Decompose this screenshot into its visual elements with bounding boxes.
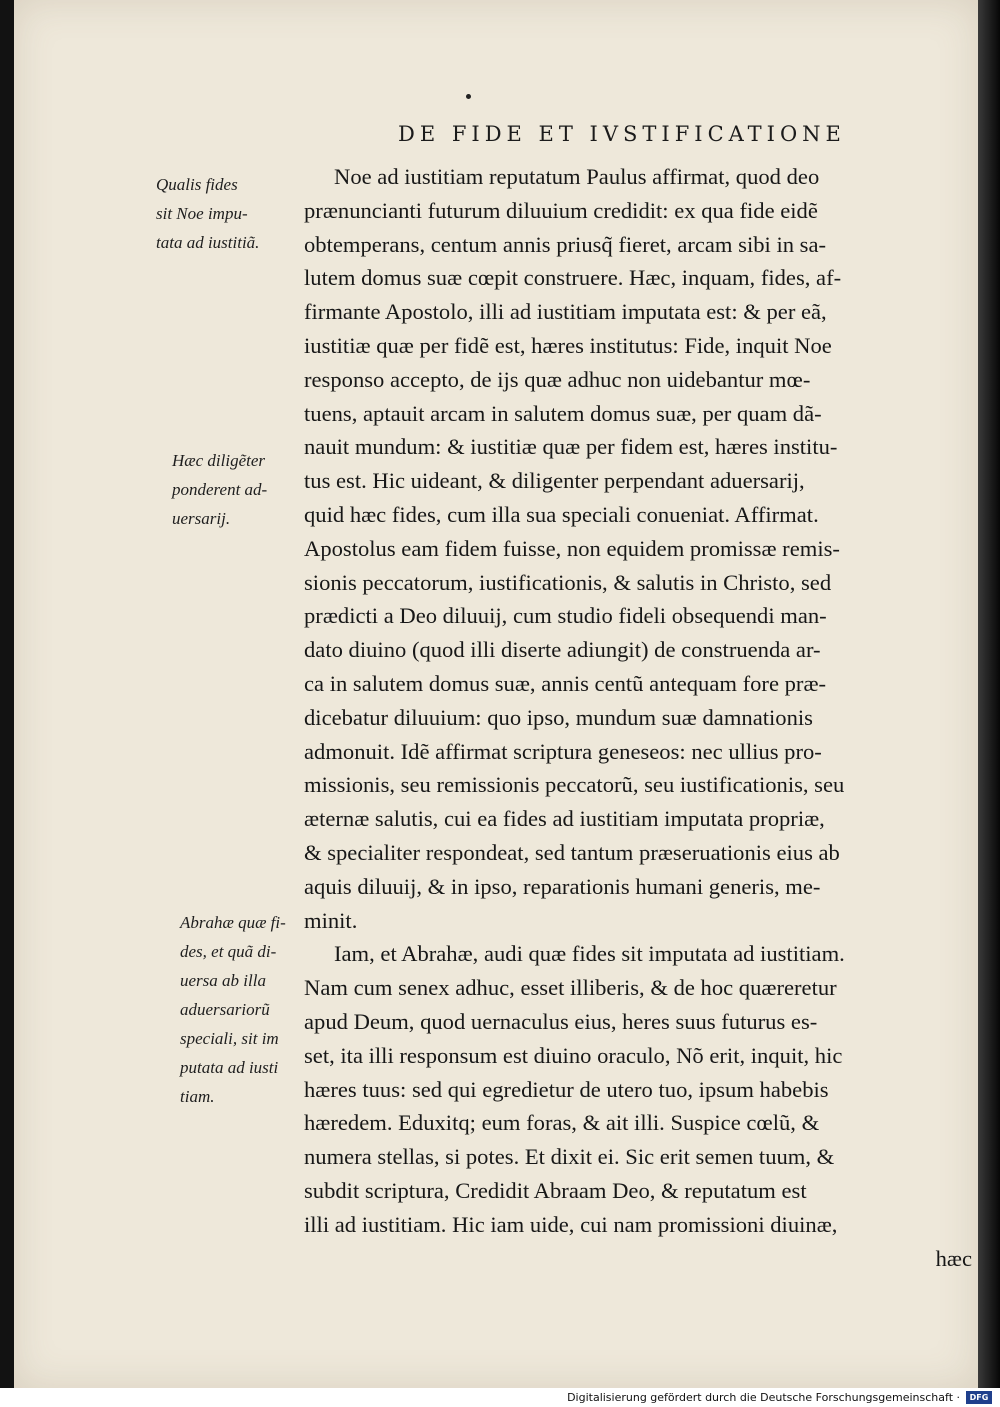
text-line: sionis peccatorum, iustificationis, & salutis in Christo, sed bbox=[304, 569, 832, 595]
dfg-logo-icon: DFG bbox=[966, 1391, 992, 1404]
margin-note-line: tiam. bbox=[180, 1087, 215, 1106]
text-line: iustitiæ quæ per fidẽ est, hæres institutus: Fide, inquit Noe bbox=[304, 332, 832, 358]
margin-note-line: Hæc diligẽter bbox=[172, 451, 266, 470]
text-line: nauit mundum: & iustitiæ quæ per fidem est, hæres institu- bbox=[304, 434, 838, 460]
book-page bbox=[14, 0, 978, 1388]
text-line: hæredem. Eduxitq; eum foras, & ait illi. Suspice cœlũ, & bbox=[304, 1110, 820, 1136]
text-line: quid hæc fides, cum illa sua speciali conueniat. Affirmat. bbox=[304, 501, 819, 527]
text-line: æternæ salutis, cui ea fides ad iustitiam imputata propriæ, bbox=[304, 806, 825, 832]
text-line: subdit scriptura, Credidit Abraam Deo, & reputatum est bbox=[304, 1177, 807, 1203]
scan-edge bbox=[978, 0, 1000, 1388]
margin-note-line: putata ad iusti bbox=[180, 1058, 279, 1077]
funding-notice: Digitalisierung gefördert durch die Deutsche Forschungsgemeinschaft · bbox=[567, 1391, 960, 1404]
text-line: numera stellas, si potes. Et dixit ei. Sic erit semen tuum, & bbox=[304, 1144, 835, 1170]
text-line: Nam cum senex adhuc, esset illiberis, & de hoc quæreretur bbox=[304, 975, 837, 1001]
text-line: prædicti a Deo diluuij, cum studio fideli obsequendi man- bbox=[304, 603, 827, 629]
main-text-block bbox=[304, 160, 976, 1275]
margin-note-line: ponderent ad- bbox=[172, 480, 268, 499]
text-line: Noe ad iustitiam reputatum Paulus affirmat, quod deo bbox=[334, 164, 820, 189]
margin-note-line: des, et quã di- bbox=[180, 942, 277, 961]
text-line: prænuncianti futurum diluuium credidit: ex qua fide eidẽ bbox=[304, 197, 818, 223]
margin-note-line: tata ad iustitiã. bbox=[156, 233, 260, 252]
margin-note-line: sit Noe impu- bbox=[156, 204, 248, 223]
margin-note-line: Qualis fides bbox=[156, 175, 238, 194]
margin-note-1 bbox=[156, 170, 304, 257]
text-line: apud Deum, quod uernaculus eius, heres suus futurus es- bbox=[304, 1008, 818, 1034]
text-line: hæres tuus: sed qui egredietur de utero tuo, ipsum habebis bbox=[304, 1076, 829, 1102]
text-line: admonuit. Idẽ affirmat scriptura geneseos: nec ullius pro- bbox=[304, 738, 822, 764]
ink-dot bbox=[466, 94, 471, 99]
text-line: firmante Apostolo, illi ad iustitiam imputata est: & per eã, bbox=[304, 299, 827, 325]
margin-note-line: uersarij. bbox=[172, 509, 231, 528]
margin-note-line: uersa ab illa bbox=[180, 971, 266, 990]
margin-note-line: speciali, sit im bbox=[180, 1029, 279, 1048]
text-line: obtemperans, centum annis priusq̃ fieret, arcam sibi in sa- bbox=[304, 231, 827, 257]
text-line: minit. bbox=[304, 907, 358, 933]
text-line: Apostolus eam fidem fuisse, non equidem promissæ remis- bbox=[304, 535, 840, 561]
running-head: DE FIDE ET IVSTIFICATIONE bbox=[398, 122, 846, 146]
text-line: ca in salutem domus suæ, annis centũ antequam fore præ- bbox=[304, 670, 827, 696]
text-line: missionis, seu remissionis peccatorũ, seu iustificationis, seu bbox=[304, 772, 845, 798]
text-line: tus est. Hic uideant, & diligenter perpendant aduersarij, bbox=[304, 468, 805, 494]
text-line: tuens, aptauit arcam in salutem domus suæ, per quam dã- bbox=[304, 400, 822, 426]
text-line: lutem domus suæ cœpit construere. Hæc, inquam, fides, af- bbox=[304, 265, 842, 291]
text-line: dicebatur diluuium: quo ipso, mundum suæ damnationis bbox=[304, 704, 813, 730]
text-line: set, ita illi responsum est diuino oraculo, Nõ erit, inquit, hic bbox=[304, 1042, 843, 1068]
text-line: dato diuino (quod illi diserte adiungit) de construenda ar- bbox=[304, 637, 821, 663]
text-line: illi ad iustitiam. Hic iam uide, cui nam promissioni diuinæ, bbox=[304, 1211, 838, 1237]
catchword: hæc bbox=[935, 1245, 972, 1271]
margin-note-line: aduersariorũ bbox=[180, 1000, 270, 1019]
margin-note-line: Abrahæ quæ fi- bbox=[180, 913, 286, 932]
footer-bar bbox=[0, 1388, 1000, 1407]
text-line: responso accepto, de ijs quæ adhuc non uidebantur mœ- bbox=[304, 366, 811, 392]
margin-note-2 bbox=[172, 446, 320, 533]
text-line: Iam, et Abrahæ, audi quæ fides sit imputata ad iustitiam. bbox=[334, 941, 845, 967]
text-line: aquis diluuij, & in ipso, reparationis humani generis, me- bbox=[304, 873, 821, 899]
text-line: & specialiter respondeat, sed tantum præseruationis eius ab bbox=[304, 839, 840, 865]
